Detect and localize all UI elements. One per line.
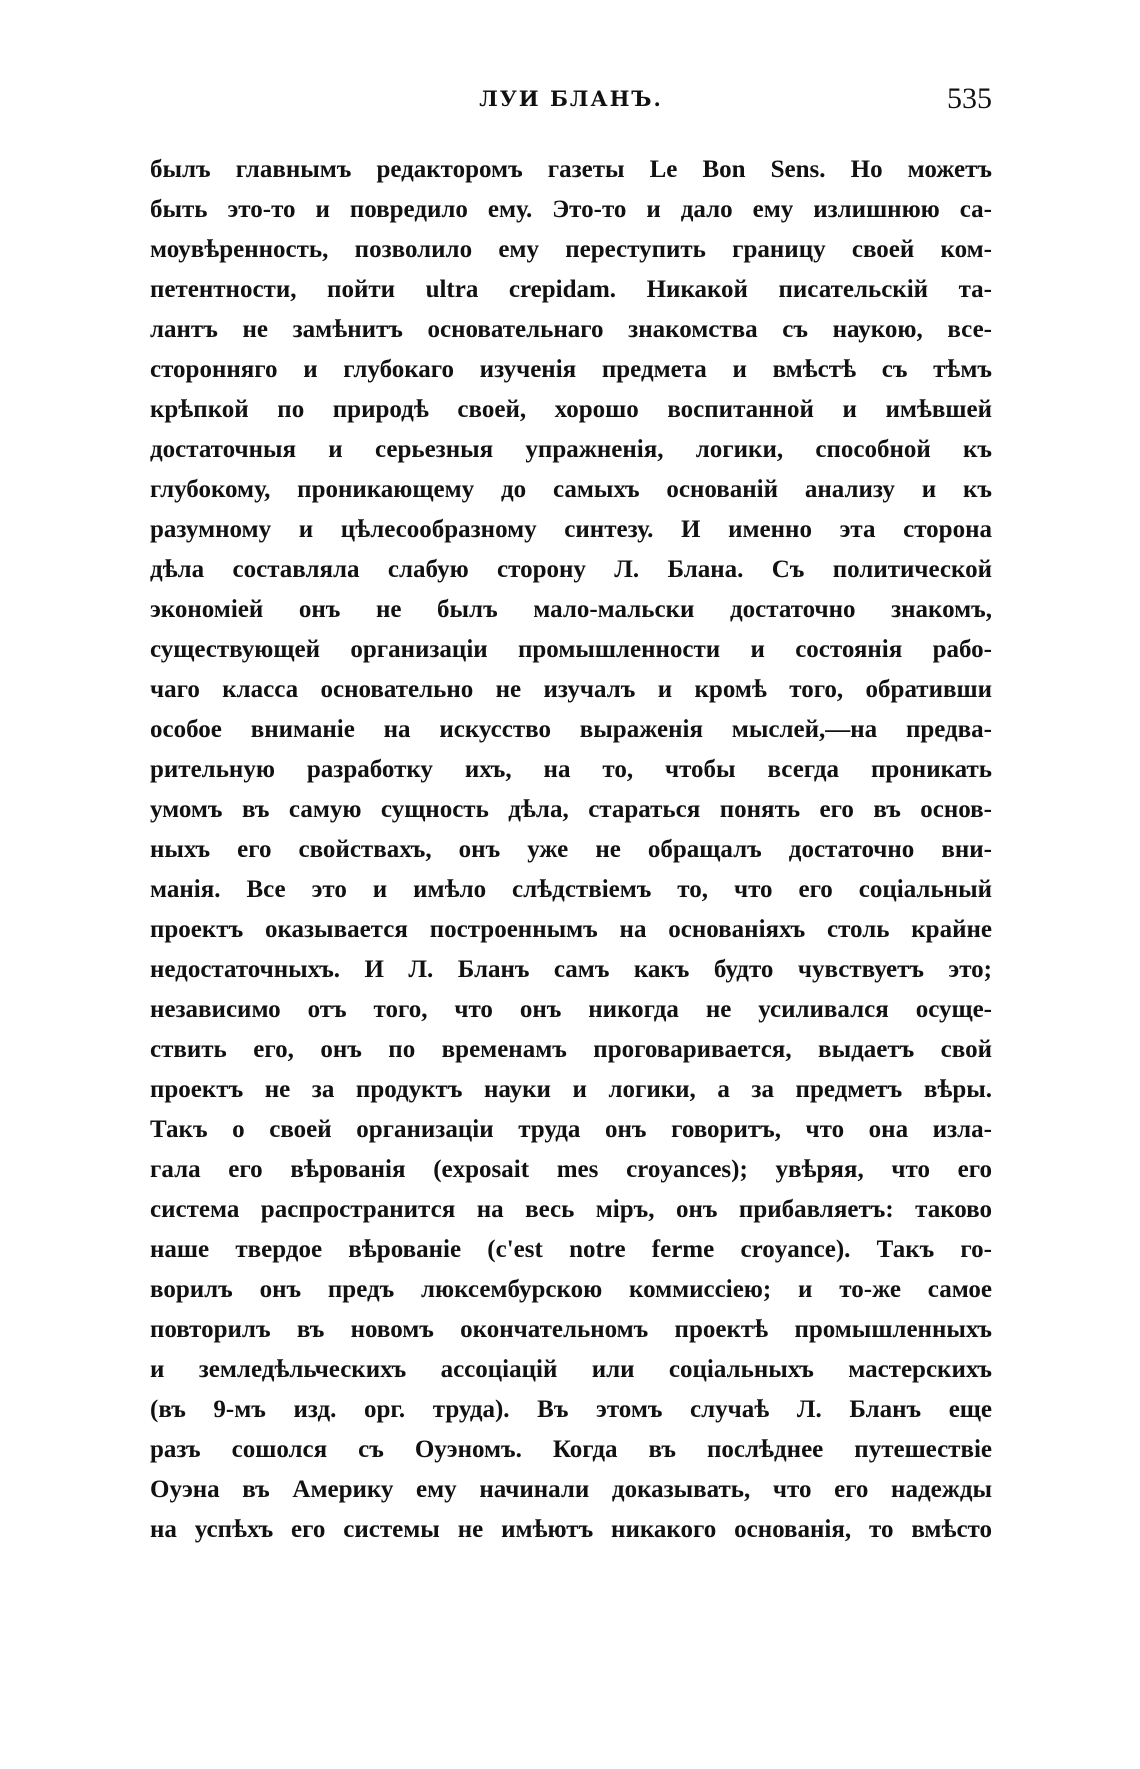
text-line: проектъ не за продуктъ науки и логики, а за предметъ вѣры.	[150, 1076, 992, 1103]
text-line: быть это-то и повредило ему. Это-то и дало ему излишнюю са-	[150, 196, 992, 223]
running-head	[150, 82, 992, 126]
text-line: разъ сошолся съ Оуэномъ. Когда въ послѣднее путешествіе	[150, 1436, 992, 1463]
text-line: проектъ оказывается построеннымъ на основаніяхъ столь крайне	[150, 916, 992, 943]
text-line: особое вниманіе на искусство выраженія мыслей,—на предва-	[150, 716, 992, 743]
page-number: 535	[947, 82, 992, 115]
text-line: достаточныя и серьезныя упражненія, логики, способной къ	[150, 436, 992, 463]
text-line: повторилъ въ новомъ окончательномъ проектѣ промышленныхъ	[150, 1316, 992, 1343]
text-line: (въ 9-мъ изд. орг. труда). Въ этомъ случаѣ Л. Бланъ еще	[150, 1396, 992, 1423]
text-line: петентности, пойти ultra crepidam. Никакой писательскій та-	[150, 276, 992, 303]
text-line: и земледѣльческихъ ассоціацій или соціальныхъ мастерскихъ	[150, 1356, 992, 1383]
text-line: дѣла составляла слабую сторону Л. Блана. Съ политической	[150, 556, 992, 583]
text-line: Такъ о своей организаціи труда онъ говоритъ, что она изла-	[150, 1116, 992, 1143]
text-line: экономіей онъ не былъ мало-мальски достаточно знакомъ,	[150, 596, 992, 623]
text-line: независимо отъ того, что онъ никогда не усиливался осуще-	[150, 996, 992, 1023]
text-line: недостаточныхъ. И Л. Бланъ самъ какъ будто чувствуетъ это;	[150, 956, 992, 983]
text-line: наше твердое вѣрованіе (c'est notre ferme croyance). Такъ го-	[150, 1236, 992, 1263]
text-line: крѣпкой по природѣ своей, хорошо воспитанной и имѣвшей	[150, 396, 992, 423]
text-line: существующей организаціи промышленности и состоянія рабо-	[150, 636, 992, 663]
text-line: умомъ въ самую сущность дѣла, стараться понять его въ основ-	[150, 796, 992, 823]
text-line: былъ главнымъ редакторомъ газеты Le Bon Sens. Но можетъ	[150, 156, 992, 183]
text-line: сторонняго и глубокаго изученія предмета и вмѣстѣ съ тѣмъ	[150, 356, 992, 383]
text-line: ствить его, онъ по временамъ проговаривается, выдаетъ свой	[150, 1036, 992, 1063]
body-text	[150, 150, 992, 1550]
text-line: лантъ не замѣнитъ основательнаго знакомства съ наукою, все-	[150, 316, 992, 343]
text-line: глубокому, проникающему до самыхъ основаній анализу и къ	[150, 476, 992, 503]
text-line: гала его вѣрованія (exposait mes croyances); увѣряя, что его	[150, 1156, 992, 1183]
text-line: моувѣренность, позволило ему переступить границу своей ком-	[150, 236, 992, 263]
text-line: Оуэна въ Америку ему начинали доказывать, что его надежды	[150, 1476, 992, 1503]
text-line: чаго класса основательно не изучалъ и кромѣ того, обративши	[150, 676, 992, 703]
text-line: рительную разработку ихъ, на то, чтобы всегда проникать	[150, 756, 992, 783]
running-title: ЛУИ БЛАНЪ.	[479, 86, 663, 111]
text-line: ныхъ его свойствахъ, онъ уже не обращалъ достаточно вни-	[150, 836, 992, 863]
text-line: манія. Все это и имѣло слѣдствіемъ то, что его соціальный	[150, 876, 992, 903]
text-line: система распространится на весь міръ, онъ прибавляетъ: таково	[150, 1196, 992, 1223]
text-line: ворилъ онъ предъ люксембурскою коммиссіею; и то-же самое	[150, 1276, 992, 1303]
text-line: разумному и цѣлесообразному синтезу. И именно эта сторона	[150, 516, 992, 543]
text-line: на успѣхъ его системы не имѣютъ никакого основанія, то вмѣсто	[150, 1516, 992, 1543]
